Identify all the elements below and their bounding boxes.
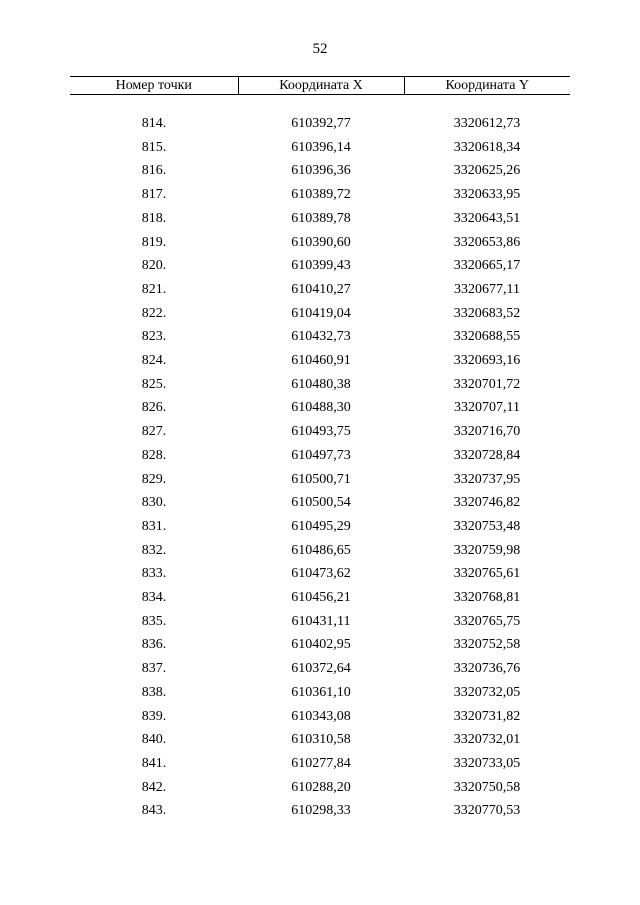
table-row — [70, 136, 570, 160]
point-number-cell: 821. — [141, 281, 167, 297]
table-row — [70, 491, 570, 515]
table-row — [70, 396, 570, 420]
coordinate-y-cell: 3320677,11 — [454, 281, 520, 297]
coordinate-x-cell: 610486,65 — [291, 542, 351, 558]
coordinate-x-cell: 610419,04 — [291, 305, 351, 321]
point-number-cell: 827. — [141, 424, 167, 440]
point-number-cell: 826. — [141, 400, 167, 416]
point-number-cell: 837. — [141, 661, 167, 677]
table-row — [70, 776, 570, 800]
coordinate-y-cell: 3320768,81 — [453, 590, 521, 606]
point-number-cell: 836. — [141, 637, 167, 653]
header-spacer — [70, 95, 570, 113]
coordinate-y-cell: 3320633,95 — [453, 187, 521, 203]
table-row — [70, 254, 570, 278]
coordinate-y-cell: 3320716,70 — [453, 424, 521, 440]
coordinate-x-cell: 610432,73 — [291, 329, 351, 345]
coordinate-x-cell: 610500,71 — [291, 471, 351, 487]
point-number-cell: 840. — [141, 732, 167, 748]
point-number-cell: 841. — [141, 755, 167, 771]
table-row — [70, 515, 570, 539]
point-number-cell: 819. — [141, 234, 167, 250]
point-number-cell: 843. — [141, 803, 167, 819]
coordinate-x-cell: 610410,27 — [291, 281, 351, 297]
table-row — [70, 112, 570, 136]
coordinate-y-cell: 3320765,75 — [453, 613, 521, 629]
table-row — [70, 681, 570, 705]
header-row — [70, 77, 570, 95]
coordinate-y-cell: 3320733,05 — [453, 755, 521, 771]
coordinate-x-cell: 610495,29 — [291, 518, 351, 534]
point-number-cell: 818. — [141, 210, 167, 226]
coordinate-x-cell: 610480,38 — [291, 376, 351, 392]
point-number-cell: 822. — [141, 305, 167, 321]
coordinate-x-cell: 610392,77 — [291, 116, 351, 131]
header-point-number: Номер точки — [70, 77, 238, 95]
table-row — [70, 657, 570, 681]
coordinate-x-cell: 610500,54 — [291, 495, 351, 511]
coordinate-y-cell: 3320625,26 — [453, 163, 521, 179]
coordinate-y-cell: 3320737,95 — [453, 471, 521, 487]
coordinate-x-cell: 610431,11 — [291, 613, 351, 629]
coordinate-y-cell: 3320707,11 — [454, 400, 520, 416]
coordinate-y-cell: 3320732,01 — [453, 732, 521, 748]
coordinate-x-cell: 610288,20 — [291, 779, 351, 795]
coordinate-x-cell: 610277,84 — [291, 755, 351, 771]
point-number-cell: 830. — [141, 495, 167, 511]
coordinate-x-cell: 610389,72 — [291, 187, 351, 203]
coordinate-x-cell: 610390,60 — [291, 234, 351, 250]
coordinate-y-cell: 3320683,52 — [453, 305, 521, 321]
coordinate-x-cell: 610488,30 — [291, 400, 351, 416]
coordinate-y-cell: 3320643,51 — [453, 210, 521, 226]
coordinate-y-cell: 3320753,48 — [453, 518, 521, 534]
coordinate-y-cell: 3320618,34 — [453, 139, 521, 155]
coordinate-y-cell: 3320746,82 — [453, 495, 521, 511]
coordinate-y-cell: 3320750,58 — [453, 779, 521, 795]
table-row — [70, 444, 570, 468]
coordinate-y-cell: 3320759,98 — [453, 542, 521, 558]
table-row — [70, 207, 570, 231]
table-row — [70, 373, 570, 397]
coordinate-y-cell: 3320752,58 — [453, 637, 521, 653]
point-number-cell: 815. — [141, 139, 167, 155]
point-number-cell: 832. — [141, 542, 167, 558]
coordinate-y-cell: 3320770,53 — [453, 803, 521, 819]
coordinate-y-cell: 3320665,17 — [453, 258, 521, 274]
table-row — [70, 752, 570, 776]
point-number-cell: 814. — [141, 116, 167, 131]
table-row — [70, 562, 570, 586]
table-row — [70, 183, 570, 207]
coordinate-y-cell: 3320731,82 — [453, 708, 521, 724]
table-row — [70, 278, 570, 302]
coordinate-x-cell: 610396,36 — [291, 163, 351, 179]
point-number-cell: 829. — [141, 471, 167, 487]
point-number-cell: 834. — [141, 590, 167, 606]
point-number-cell: 817. — [141, 187, 167, 203]
table-row — [70, 539, 570, 563]
point-number-cell: 816. — [141, 163, 167, 179]
point-number-cell: 820. — [141, 258, 167, 274]
coordinate-y-cell: 3320736,76 — [453, 661, 521, 677]
table-row — [70, 610, 570, 634]
table-row — [70, 799, 570, 823]
table-row — [70, 420, 570, 444]
coordinate-x-cell: 610372,64 — [291, 661, 351, 677]
coordinate-y-cell: 3320653,86 — [453, 234, 521, 250]
coordinate-x-cell: 610298,33 — [291, 803, 351, 819]
table-row — [70, 159, 570, 183]
coordinate-y-cell: 3320693,16 — [453, 353, 521, 369]
table-body — [70, 95, 570, 824]
table-row — [70, 633, 570, 657]
coordinate-x-cell: 610343,08 — [291, 708, 351, 724]
table-row — [70, 586, 570, 610]
coordinate-x-cell: 610389,78 — [291, 210, 351, 226]
point-number-cell: 823. — [141, 329, 167, 345]
point-number-cell: 824. — [141, 353, 167, 369]
coordinate-y-cell: 3320701,72 — [453, 376, 521, 392]
coordinate-x-cell: 610497,73 — [291, 447, 351, 463]
coordinate-x-cell: 610473,62 — [291, 566, 351, 582]
coordinate-x-cell: 610310,58 — [291, 732, 351, 748]
coordinate-y-cell: 3320612,73 — [453, 116, 521, 131]
table-row — [70, 728, 570, 752]
coordinates-table — [70, 76, 570, 823]
coordinate-y-cell: 3320688,55 — [453, 329, 521, 345]
table-row — [70, 705, 570, 729]
coordinate-y-cell: 3320765,61 — [453, 566, 521, 582]
header-coordinate-y: Координата Y — [404, 77, 570, 95]
page-number: 52 — [312, 41, 328, 57]
header-coordinate-x: Координата X — [238, 77, 404, 95]
coordinate-x-cell: 610399,43 — [291, 258, 351, 274]
table-header — [70, 77, 570, 95]
coordinate-y-cell: 3320728,84 — [453, 447, 521, 463]
point-number-cell: 833. — [141, 566, 167, 582]
point-number-cell: 839. — [141, 708, 167, 724]
point-number-cell: 842. — [141, 779, 167, 795]
table-row — [70, 349, 570, 373]
coordinate-x-cell: 610402,95 — [291, 637, 351, 653]
coordinate-x-cell: 610493,75 — [291, 424, 351, 440]
point-number-cell: 838. — [141, 684, 167, 700]
point-number-cell: 831. — [141, 518, 167, 534]
table-row — [70, 231, 570, 255]
coordinate-x-cell: 610396,14 — [291, 139, 351, 155]
coordinate-x-cell: 610460,91 — [291, 353, 351, 369]
table-row — [70, 468, 570, 492]
point-number-cell: 828. — [141, 447, 167, 463]
coordinate-x-cell: 610456,21 — [291, 590, 351, 606]
table-row — [70, 325, 570, 349]
table-row — [70, 302, 570, 326]
point-number-cell: 835. — [141, 613, 167, 629]
point-number-cell: 825. — [141, 376, 167, 392]
coordinate-x-cell: 610361,10 — [291, 684, 351, 700]
coordinate-y-cell: 3320732,05 — [453, 684, 521, 700]
